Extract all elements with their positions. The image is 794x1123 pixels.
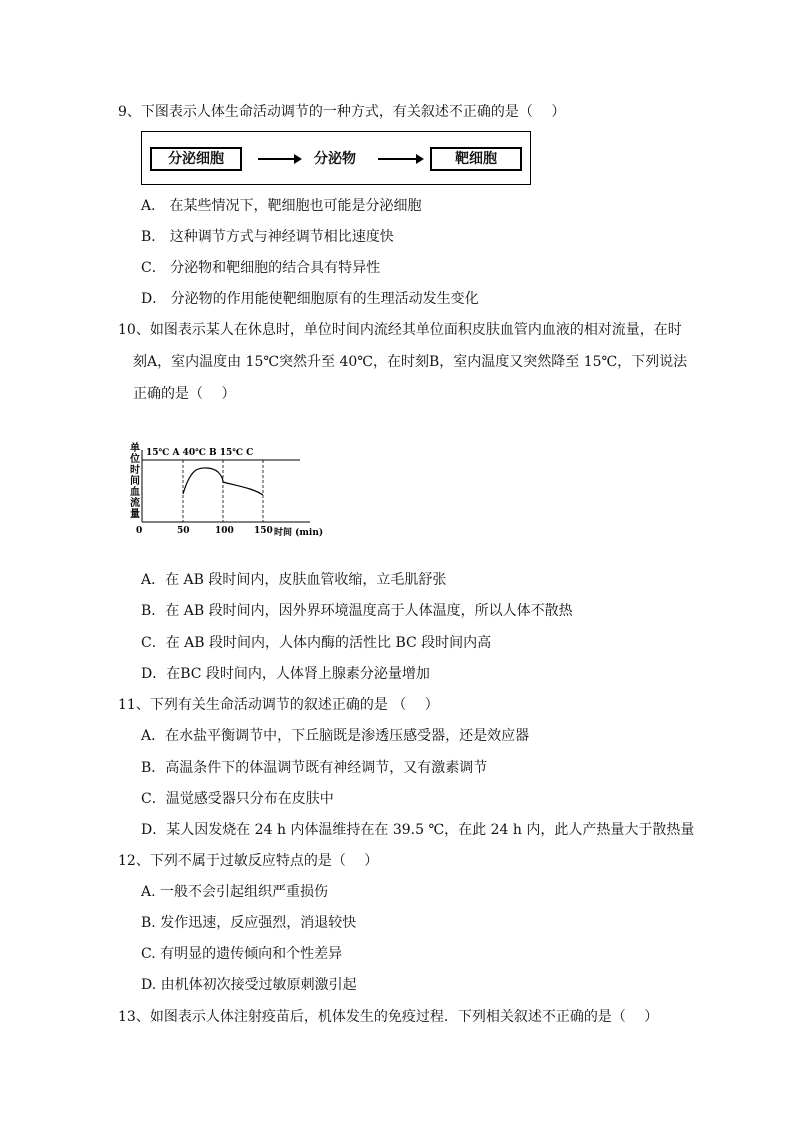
temperature-label: 15℃ A 40℃ B 15℃ C (146, 448, 254, 458)
blood-flow-svg (128, 440, 338, 540)
q12-stem: 12、下列不属于过敏反应特点的是（ ） (118, 853, 379, 869)
q10-stem-line2: 刻A，室内温度由 15℃突然升至 40℃，在时刻B，室内温度又突然降至 15℃，下列说法 (133, 354, 688, 370)
q9-option-a: A． 在某些情况下，靶细胞也可能是分泌细胞 (141, 198, 422, 214)
q11-stem: 11、下列有关生命活动调节的叙述正确的是 （ ） (118, 697, 439, 713)
arrow-1 (258, 158, 296, 160)
arrow-2 (378, 158, 418, 160)
origin-label: 0 (136, 526, 143, 536)
tick-100: 100 (215, 526, 234, 536)
x-axis-label: 时间 (min) (274, 528, 324, 538)
q12-option-d: D. 由机体初次接受过敏原刺激引起 (141, 977, 357, 993)
tick-150: 150 (254, 526, 273, 536)
ylabel-char-5: 血 (130, 487, 140, 498)
q10-option-b: B．在 AB 段时间内，因外界环境温度高于人体温度，所以人体不散热 (141, 603, 573, 619)
q10-option-d: D．在BC 段时间内，人体肾上腺素分泌量增加 (141, 666, 430, 682)
q10-stem-line3: 正确的是（ ） (133, 386, 236, 402)
ylabel-char-4: 间 (130, 476, 140, 487)
q11-option-c: C．温觉感受器只分布在皮肤中 (141, 791, 334, 807)
q11-option-b: B．高温条件下的体温调节既有神经调节，又有激素调节 (141, 760, 488, 776)
tick-50: 50 (177, 526, 190, 536)
y-axis-label (129, 441, 140, 520)
secretory-cell-node: 分泌细胞 (150, 147, 242, 171)
q10-option-a: A．在 AB 段时间内，皮肤血管收缩，立毛肌舒张 (141, 572, 447, 588)
q12-option-a: A. 一般不会引起组织严重损伤 (141, 884, 329, 900)
ylabel-char-2: 位 (130, 454, 140, 465)
ylabel-char-1: 单 (130, 443, 140, 454)
q10-stem-line1: 10、如图表示某人在休息时，单位时间内流经其单位面积皮肤血管内血液的相对流量，在时 (118, 322, 682, 338)
q9-stem: 9、下图表示人体生命活动调节的一种方式，有关叙述不正确的是（ ） (118, 104, 566, 120)
q9-option-b: B． 这种调节方式与神经调节相比速度快 (141, 229, 394, 245)
q9-flow-diagram (141, 131, 531, 185)
ylabel-char-7: 量 (130, 509, 140, 520)
target-cell-node: 靶细胞 (430, 147, 522, 171)
secretion-node: 分泌物 (314, 151, 356, 167)
q13-stem: 13、如图表示人体注射疫苗后，机体发生的免疫过程．下列相关叙述不正确的是（ ） (118, 1009, 659, 1025)
blood-flow-chart (128, 440, 338, 540)
q12-option-b: B. 发作迅速，反应强烈，消退较快 (141, 915, 357, 931)
ylabel-char-6: 流 (130, 498, 140, 509)
q11-option-d: D．某人因发烧在 24 h 内体温维持在在 39.5 ℃，在此 24 h 内，此人产热量大于散热量 (141, 822, 695, 838)
ylabel-char-3: 时 (130, 465, 140, 476)
q9-option-d: D． 分泌物的作用能使靶细胞原有的生理活动发生变化 (141, 291, 479, 307)
q12-option-c: C. 有明显的遗传倾向和个性差异 (141, 946, 343, 962)
q9-option-c: C． 分泌物和靶细胞的结合具有特异性 (141, 260, 381, 276)
q10-option-c: C．在 AB 段时间内，人体内酶的活性比 BC 段时间内高 (141, 635, 492, 651)
q11-option-a: A．在水盐平衡调节中，下丘脑既是渗透压感受器，还是效应器 (141, 728, 530, 744)
